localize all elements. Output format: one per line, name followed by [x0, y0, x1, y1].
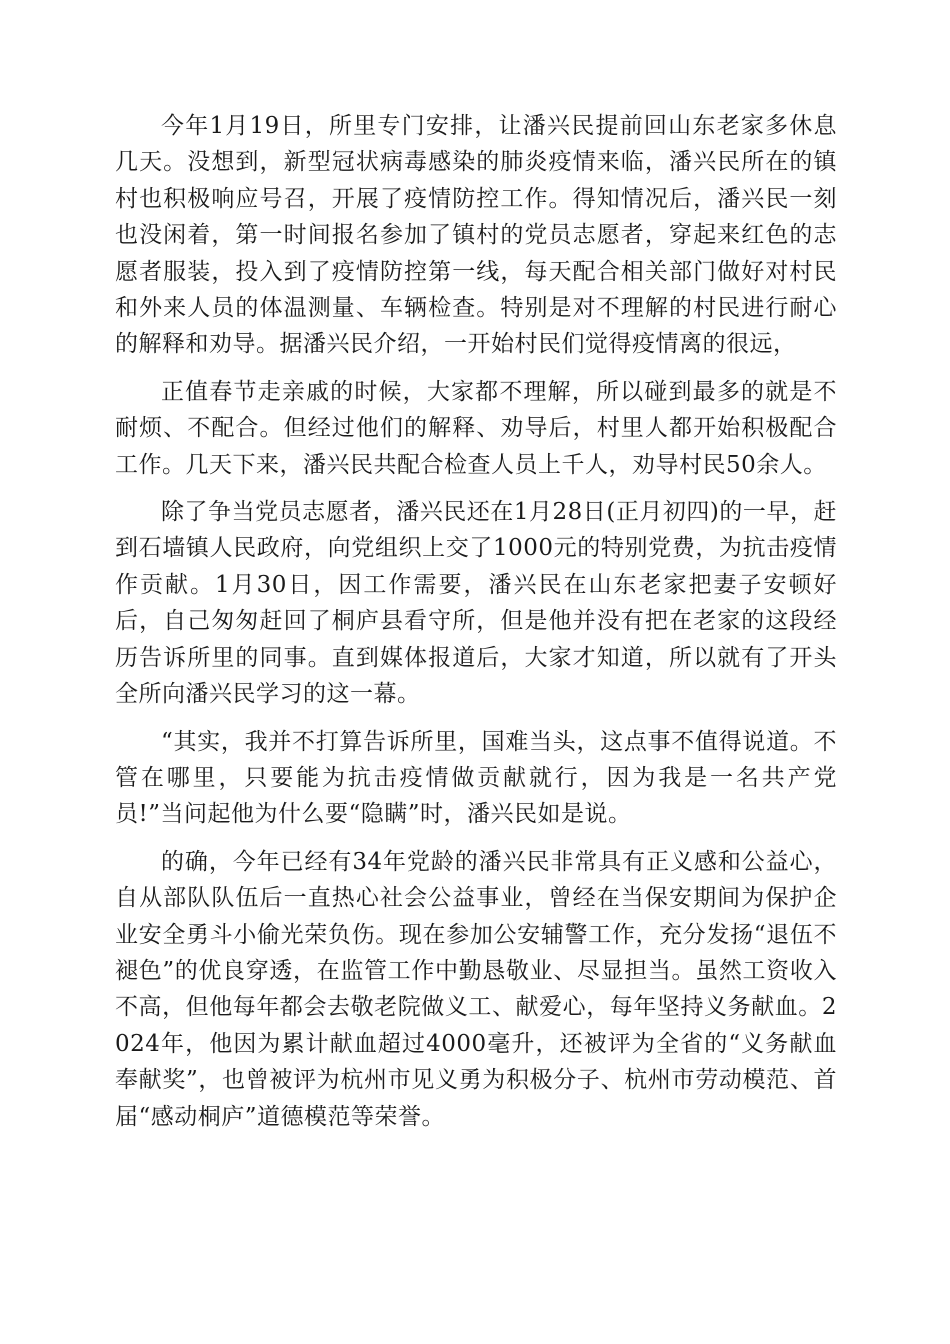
paragraph-3: 除了争当党员志愿者，潘兴民还在1月28日(正月初四)的一早，赶到石墙镇人民政府，向党组织上交了1000元的特别党费，为抗击疫情作贡献。1月30日，因工作需要，潘兴民在山东老家把妻子安顿好后，自己匆匆赶回了桐庐县看守所，但是他并没有把在老家的这段经历告诉所里的同事。直到媒体报道后，大家才知道，所以就有了开头全所向潘兴民学习的这一幕。 [115, 499, 837, 708]
paragraph-2: 正值春节走亲戚的时候，大家都不理解，所以碰到最多的就是不耐烦、不配合。但经过他们的解释、劝导后，村里人都开始积极配合工作。几天下来，潘兴民共配合检查人员上千人，劝导村民50余人。 [115, 378, 837, 478]
paragraph-5: 的确，今年已经有34年党龄的潘兴民非常具有正义感和公益心，自从部队队伍后一直热心社会公益事业，曾经在当保安期间为保护企业安全勇斗小偷光荣负伤。现在参加公安辅警工作，充分发扬“退伍不褪色”的优良穿透，在监管工作中勤恳敬业、尽显担当。虽然工资收入不高，但他每年都会去敬老院做义工、献爱心，每年坚持义务献血。2024年，他因为累计献血超过4000毫升，还被评为全省的“义务献血奉献奖”，也曾被评为杭州市见义勇为积极分子、杭州市劳动模范、首届“感动桐庐”道德模范等荣誉。 [115, 848, 837, 1130]
document-body [115, 108, 837, 1146]
paragraph-1: 今年1月19日，所里专门安排，让潘兴民提前回山东老家多休息几天。没想到，新型冠状病毒感染的肺炎疫情来临，潘兴民所在的镇村也积极响应号召，开展了疫情防控工作。得知情况后，潘兴民一刻也没闲着，第一时间报名参加了镇村的党员志愿者，穿起来红色的志愿者服装，投入到了疫情防控第一线，每天配合相关部门做好对村民和外来人员的体温测量、车辆检查。特别是对不理解的村民进行耐心的解释和劝导。据潘兴民介绍，一开始村民们觉得疫情离的很远， [115, 113, 837, 358]
paragraph-4: “其实，我并不打算告诉所里，国难当头，这点事不值得说道。不管在哪里，只要能为抗击疫情做贡献就行，因为我是一名共产党员!”当问起他为什么要“隐瞒”时，潘兴民如是说。 [115, 728, 837, 828]
